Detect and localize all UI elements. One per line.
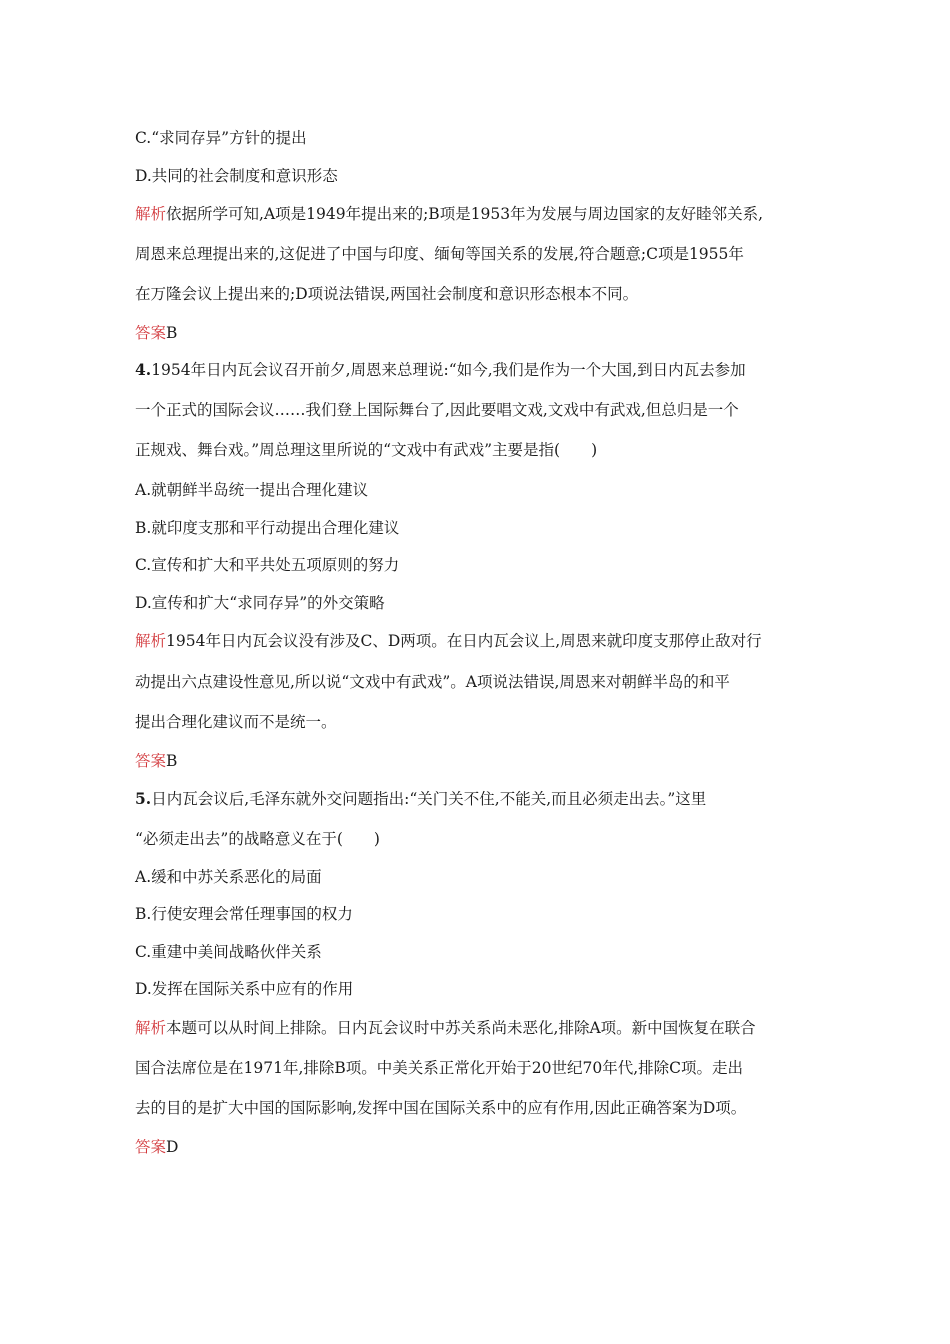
q5-option-b: B.行使安理会常任理事国的权力 bbox=[135, 905, 353, 923]
q3-option-c: C.“求同存异”方针的提出 bbox=[135, 129, 307, 147]
analysis-text: 1954年日内瓦会议没有涉及C、D两项。在日内瓦会议上,周恩来就印度支那停止敌对行 bbox=[166, 632, 762, 650]
q3-analysis-line1 bbox=[135, 204, 763, 224]
q4-analysis-line1 bbox=[135, 631, 762, 651]
q4-stem-line3: 正规戏、舞台戏。”周总理这里所说的“文戏中有武戏”主要是指( ) bbox=[135, 441, 598, 459]
q5-option-a: A.缓和中苏关系恶化的局面 bbox=[135, 868, 322, 886]
analysis-label: 解析 bbox=[135, 1019, 167, 1037]
answer-value: B bbox=[166, 752, 178, 770]
q5-option-c: C.重建中美间战略伙伴关系 bbox=[135, 943, 322, 961]
q5-stem-line1 bbox=[135, 789, 706, 809]
q4-stem-line1 bbox=[135, 360, 746, 380]
q4-option-a: A.就朝鲜半岛统一提出合理化建议 bbox=[135, 481, 369, 499]
q5-analysis-line1 bbox=[135, 1018, 756, 1038]
analysis-text: 本题可以从时间上排除。日内瓦会议时中苏关系尚未恶化,排除A项。新中国恢复在联合 bbox=[166, 1019, 756, 1037]
q4-option-b: B.就印度支那和平行动提出合理化建议 bbox=[135, 519, 400, 537]
q3-option-d: D.共同的社会制度和意识形态 bbox=[135, 167, 338, 185]
q5-analysis-line2: 国合法席位是在1971年,排除B项。中美关系正常化开始于20世纪70年代,排除C项。走出 bbox=[135, 1059, 743, 1077]
q5-analysis-line3: 去的目的是扩大中国的国际影响,发挥中国在国际关系中的应有作用,因此正确答案为D项。 bbox=[135, 1099, 747, 1117]
q5-option-d: D.发挥在国际关系中应有的作用 bbox=[135, 980, 354, 998]
q4-stem-line2: 一个正式的国际会议……我们登上国际舞台了,因此要唱文戏,文戏中有武戏,但总归是一个 bbox=[135, 401, 739, 419]
q4-option-d: D.宣传和扩大“求同存异”的外交策略 bbox=[135, 594, 385, 612]
q5-answer bbox=[135, 1137, 178, 1157]
q3-answer bbox=[135, 323, 177, 343]
q4-analysis-line2: 动提出六点建设性意见,所以说“文戏中有武戏”。A项说法错误,周恩来对朝鲜半岛的和平 bbox=[135, 673, 730, 691]
question-number: 4. bbox=[135, 360, 152, 379]
analysis-label: 解析 bbox=[135, 632, 167, 650]
answer-label: 答案 bbox=[135, 1138, 167, 1156]
q4-answer bbox=[135, 751, 177, 771]
answer-label: 答案 bbox=[135, 324, 167, 342]
q3-analysis-line2: 周恩来总理提出来的,这促进了中国与印度、缅甸等国关系的发展,符合题意;C项是1955年 bbox=[135, 245, 744, 263]
q3-analysis-line3: 在万隆会议上提出来的;D项说法错误,两国社会制度和意识形态根本不同。 bbox=[135, 285, 639, 303]
analysis-text: 依据所学可知,A项是1949年提出来的;B项是1953年为发展与周边国家的友好睦邻关系, bbox=[166, 205, 764, 223]
answer-value: D bbox=[166, 1138, 179, 1156]
question-text: 1954年日内瓦会议召开前夕,周恩来总理说:“如今,我们是作为一个大国,到日内瓦去参加 bbox=[151, 361, 746, 379]
answer-label: 答案 bbox=[135, 752, 167, 770]
q4-analysis-line3: 提出合理化建议而不是统一。 bbox=[135, 713, 337, 731]
question-text: 日内瓦会议后,毛泽东就外交问题指出:“关门关不住,不能关,而且必须走出去。”这里 bbox=[151, 790, 707, 808]
question-number: 5. bbox=[135, 789, 152, 808]
analysis-label: 解析 bbox=[135, 205, 167, 223]
q4-option-c: C.宣传和扩大和平共处五项原则的努力 bbox=[135, 556, 400, 574]
answer-value: B bbox=[166, 324, 178, 342]
q5-stem-line2: “必须走出去”的战略意义在于( ) bbox=[135, 830, 380, 848]
